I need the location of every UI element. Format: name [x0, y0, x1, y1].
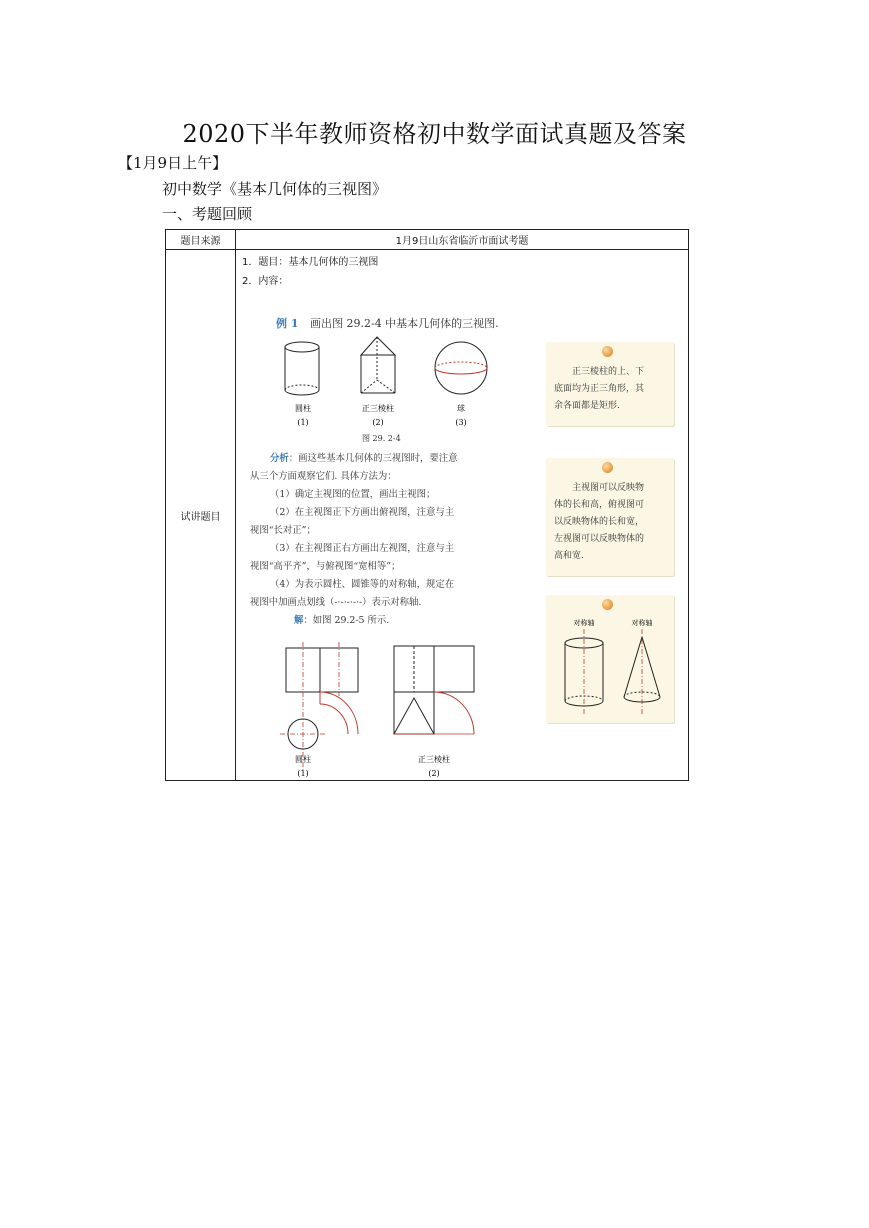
analysis-line-6: （3）在主视图正右方画出左视图，注意与主: [270, 543, 455, 554]
views-figure: [276, 640, 516, 780]
header-value-cell: 1月9日山东省临沂市面试考题: [236, 230, 689, 250]
note2-line-4: 左视图可以反映物体的: [554, 534, 645, 544]
shape-label-3: 球: [457, 404, 465, 413]
prism-views: [394, 646, 474, 734]
example-tag: 例 1: [276, 317, 299, 330]
note-views: [546, 458, 674, 576]
axis-figure: [546, 613, 674, 723]
session-label: 【1月9日上午】: [118, 154, 228, 172]
analysis-line-9: 视图中加画点划线（-·-·-·-·-）表示对称轴.: [250, 597, 422, 608]
analysis-line-7: 视图“高平齐”，与俯视图“宽相等”；: [250, 561, 401, 572]
view-num-2: (2): [428, 769, 440, 778]
shape-label-1: 圆柱: [295, 404, 311, 413]
example-line: [276, 315, 499, 333]
note1-line-1: 正三棱柱的上、下: [572, 367, 645, 377]
note1-line-2: 底面均为正三角形，其: [554, 384, 645, 394]
shape-num-2: (2): [372, 418, 384, 427]
analysis-line-3: （1）确定主视图的位置，画出主视图；: [270, 489, 436, 500]
analysis-line-2: 从三个方面观察它们. 具体方法为：: [250, 471, 397, 482]
example-text: 画出图 29.2-4 中基本几何体的三视图.: [309, 317, 499, 330]
axis-label-1: 对称轴: [573, 619, 595, 627]
view-label-2: 正三棱柱: [418, 755, 450, 764]
note-cone: [624, 629, 660, 715]
analysis-line-1: ：画这些基本几何体的三视图时，要注意: [288, 453, 458, 464]
section-heading: 一、考题回顾: [162, 205, 253, 223]
solution-text: ：如图 29.2-5 所示.: [303, 615, 390, 626]
item-title: 1．题目：基本几何体的三视图: [242, 257, 379, 268]
view-num-1: (1): [297, 769, 309, 778]
solids-figure: [276, 335, 506, 445]
cylinder-views: [280, 642, 358, 768]
header-label-cell: 题目来源: [166, 230, 236, 250]
analysis-line-5: 视图“长对正”；: [250, 525, 316, 536]
sphere-drawing: [435, 342, 487, 394]
analysis-line-4: （2）在主视图正下方画出俯视图，注意与主: [270, 507, 455, 518]
document-title: 2020下半年教师资格初中数学面试真题及答案: [182, 120, 687, 148]
note-cylinder: [565, 629, 603, 715]
analysis-tag: 分析: [270, 453, 289, 464]
content-area: [236, 250, 688, 780]
note2-line-5: 高和宽.: [554, 551, 584, 561]
note1-line-3: 余各面都是矩形.: [554, 401, 620, 411]
note2-line-3: 以反映物体的长和宽，: [554, 517, 645, 527]
row-label-cell: 试讲题目: [166, 250, 236, 781]
topic-label: 初中数学《基本几何体的三视图》: [162, 180, 388, 198]
shape-label-2: 正三棱柱: [362, 404, 394, 413]
shape-num-1: (1): [297, 418, 309, 427]
solution-tag: 解: [294, 615, 304, 626]
prism-drawing: [361, 337, 395, 393]
note-prism: [546, 342, 674, 426]
item-content: 2．内容：: [242, 276, 289, 287]
figure-caption-1: 图 29. 2-4: [362, 434, 401, 443]
question-table: [165, 229, 689, 781]
axis-label-2: 对称轴: [631, 619, 653, 627]
pin-icon: [602, 599, 613, 610]
pin-icon: [602, 346, 613, 357]
view-label-1: 圆柱: [295, 755, 311, 764]
pin-icon: [602, 462, 613, 473]
analysis-line-8: （4）为表示圆柱、圆锥等的对称轴，规定在: [270, 579, 455, 590]
shape-num-3: (3): [455, 418, 467, 427]
note2-line-2: 体的长和高，俯视图可: [554, 500, 645, 510]
note-axis: [546, 595, 674, 723]
cylinder-drawing: [285, 342, 319, 395]
note2-line-1: 主视图可以反映物: [572, 483, 645, 493]
content-cell: [236, 250, 689, 781]
analysis-block: [250, 450, 530, 630]
